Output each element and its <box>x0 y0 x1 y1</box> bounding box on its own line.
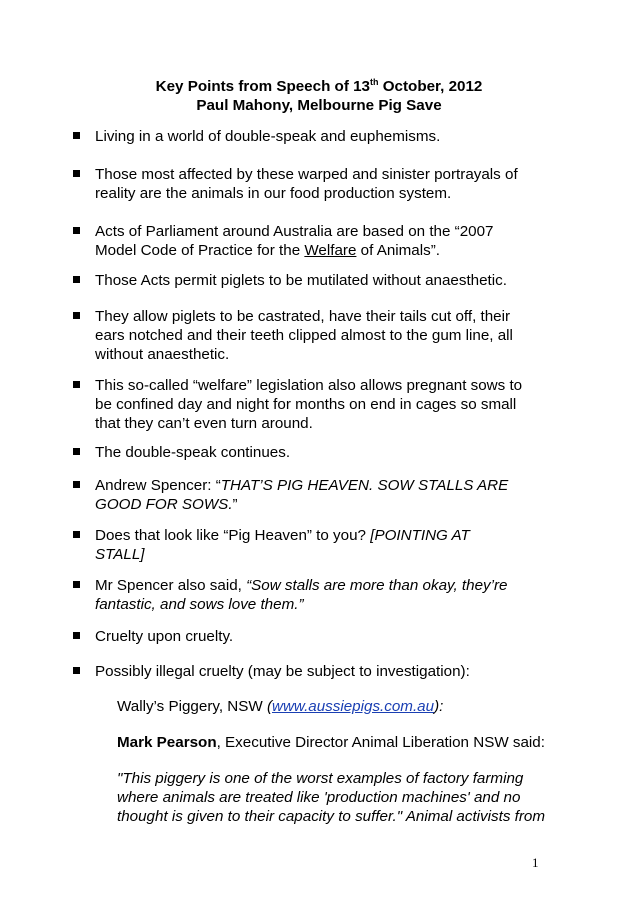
bullet-text: that they can’t even turn around. <box>95 415 313 432</box>
text-run: Mr Spencer also said, <box>95 577 247 594</box>
quote-line: "This piggery is one of the worst examples of factory farming <box>117 770 524 787</box>
bullet-square-icon <box>73 448 80 455</box>
text-run: of Animals”. <box>356 242 440 259</box>
bullet-text: be confined day and night for months on end in cages so small <box>95 396 517 413</box>
bullet-text: Cruelty upon cruelty. <box>95 628 234 645</box>
quote-line: where animals are treated like 'production machines' and no <box>117 789 521 806</box>
bullet-item <box>95 271 555 290</box>
italic-quote: thought is given to their capacity to suffer." <box>117 808 403 825</box>
bullet-square-icon <box>73 170 80 177</box>
text-run: Animal activists from <box>402 808 546 825</box>
bullet-text: Living in a world of double-speak and euphemisms. <box>95 128 441 145</box>
bullet-item <box>95 576 555 614</box>
bullet-item <box>95 627 555 646</box>
italic-quote: “Sow stalls are more than okay, they’re <box>246 577 508 594</box>
title-line1-end: October, 2012 <box>378 78 483 95</box>
bullet-text: Those most affected by these warped and sinister portrayals of <box>95 166 518 183</box>
text-run: Andrew Spencer: “ <box>95 477 221 494</box>
welfare-underlined: Welfare <box>304 242 357 259</box>
bullet-item <box>95 222 555 260</box>
bullet-text: The double-speak continues. <box>95 444 291 461</box>
title-line1-start: Key Points from Speech of 13 <box>155 78 371 95</box>
bullet-text <box>95 526 555 545</box>
bullet-text: Possibly illegal cruelty (may be subject to investigation): <box>95 663 470 680</box>
bullet-text <box>95 476 555 495</box>
bullet-text: without anaesthetic. <box>95 346 230 363</box>
bullet-text: reality are the animals in our food production system. <box>95 185 452 202</box>
bullet-square-icon <box>73 581 80 588</box>
bullet-text: ears notched and their teeth clipped almost to the gum line, all <box>95 327 513 344</box>
bullet-square-icon <box>73 312 80 319</box>
bullet-item <box>95 307 555 364</box>
bullet-item <box>95 443 555 462</box>
italic-quote: GOOD FOR SOWS. <box>95 496 233 513</box>
bullet-square-icon <box>73 632 80 639</box>
text-run: , Executive Director Animal Liberation NSW said: <box>216 734 545 751</box>
pearson-quote <box>117 769 557 826</box>
bullet-item <box>95 662 555 681</box>
bullet-item <box>95 165 555 203</box>
bullet-item <box>95 127 555 146</box>
text-run: Wally’s Piggery, NSW <box>117 698 267 715</box>
bullet-text: Acts of Parliament around Australia are based on the “2007 <box>95 223 494 240</box>
stage-direction: STALL] <box>95 546 145 563</box>
document-title <box>0 77 638 96</box>
bullet-text: They allow piglets to be castrated, have their tails cut off, their <box>95 308 511 325</box>
bullet-square-icon <box>73 667 80 674</box>
bullet-text <box>95 495 555 514</box>
stage-direction: [POINTING AT <box>370 527 470 544</box>
italic-quote: fantastic, and sows love them.” <box>95 596 304 613</box>
bullet-text: This so-called “welfare” legislation also allows pregnant sows to <box>95 377 523 394</box>
bullet-text <box>95 576 555 595</box>
person-name: Mark Pearson <box>117 734 217 751</box>
bullet-item <box>95 526 555 564</box>
bullet-square-icon <box>73 227 80 234</box>
pearson-text <box>117 733 557 752</box>
pearson-line <box>117 733 557 752</box>
text-run: Model Code of Practice for the <box>95 242 305 259</box>
page-number: 1 <box>532 855 539 870</box>
text-run: ( <box>266 698 272 715</box>
text-run: ” <box>232 496 238 513</box>
quote-line <box>117 807 557 826</box>
bullet-text: Those Acts permit piglets to be mutilated without anaesthetic. <box>95 272 507 289</box>
aussiepigs-link[interactable]: www.aussiepigs.com.au <box>272 698 435 715</box>
bullet-item <box>95 476 555 514</box>
bullet-square-icon <box>73 381 80 388</box>
wally-text <box>117 697 557 716</box>
bullet-square-icon <box>73 531 80 538</box>
document-subtitle: Paul Mahony, Melbourne Pig Save <box>196 97 442 114</box>
text-run: ): <box>434 698 444 715</box>
bullet-square-icon <box>73 132 80 139</box>
bullet-item <box>95 376 555 433</box>
bullet-square-icon <box>73 481 80 488</box>
bullet-square-icon <box>73 276 80 283</box>
italic-quote: THAT’S PIG HEAVEN. SOW STALLS ARE <box>220 477 509 494</box>
bullet-text <box>95 241 555 260</box>
title-ordinal-suffix: th <box>370 77 379 87</box>
text-run: Does that look like “Pig Heaven” to you? <box>95 527 371 544</box>
wally-piggery-line <box>117 697 557 716</box>
